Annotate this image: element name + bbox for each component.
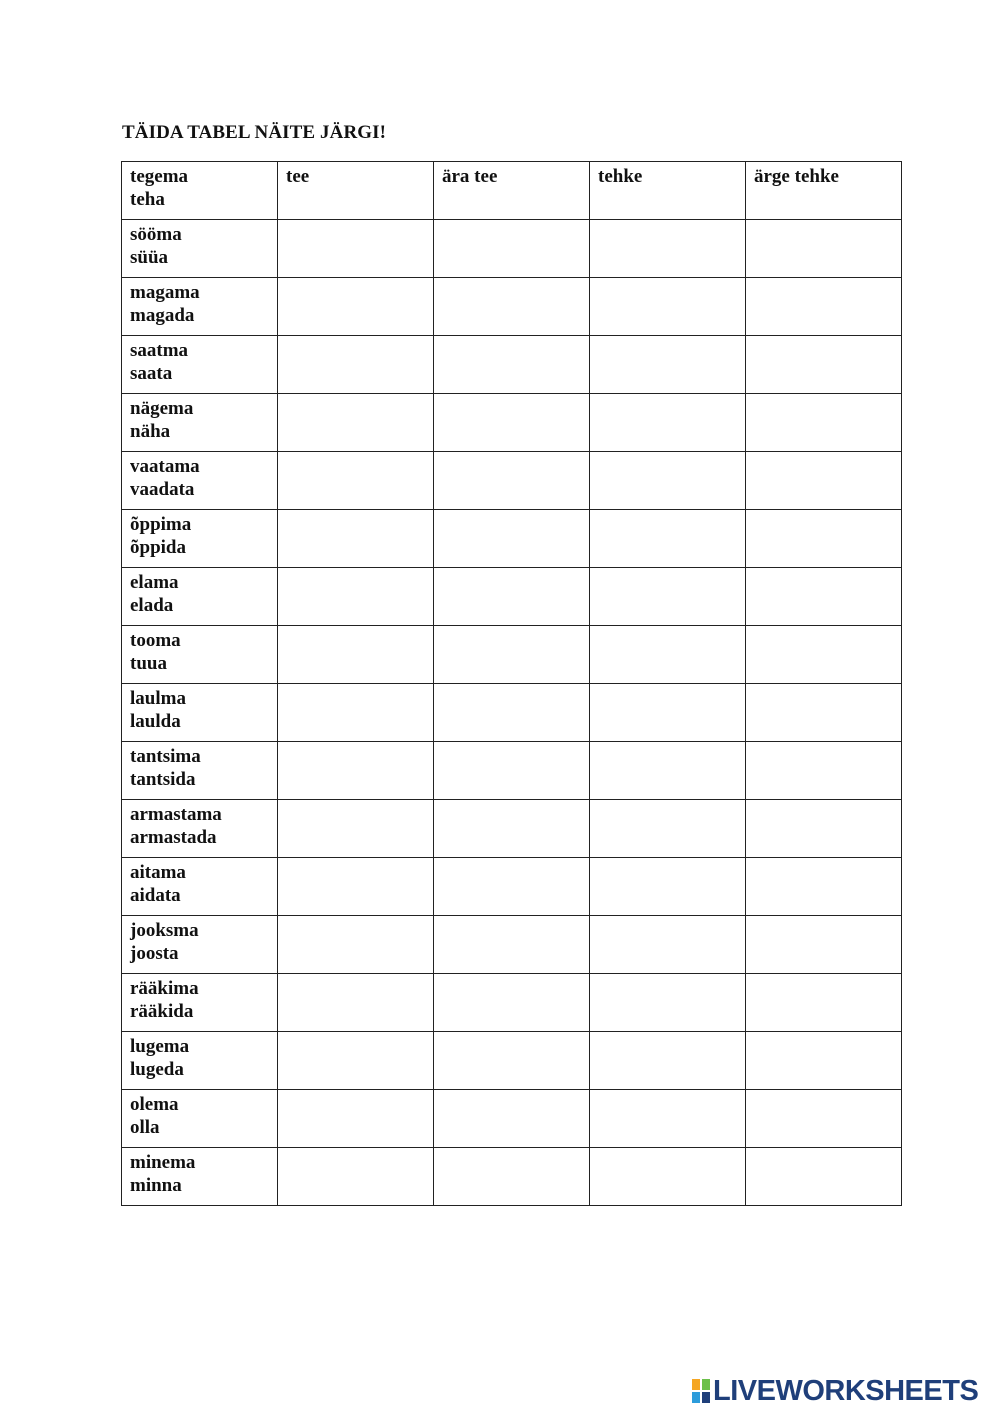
verb-ma-form: tantsima — [130, 746, 201, 767]
verb-row — [122, 800, 902, 858]
answer-cell-arge-tehke[interactable] — [746, 858, 902, 916]
answer-cell-ara-tee[interactable] — [434, 974, 590, 1032]
answer-cell-ara-tee[interactable] — [434, 800, 590, 858]
verb-cell — [122, 1032, 278, 1090]
verb-ma-form: minema — [130, 1152, 196, 1173]
verb-da-form: magada — [130, 305, 195, 326]
answer-cell-ara-tee[interactable] — [434, 684, 590, 742]
answer-cell-tee[interactable] — [278, 858, 434, 916]
verb-da-form: aidata — [130, 885, 181, 906]
verb-row — [122, 452, 902, 510]
answer-cell-arge-tehke[interactable] — [746, 916, 902, 974]
column-header-arge-tehke: ärge tehke — [746, 162, 902, 220]
verb-ma-form: jooksma — [130, 920, 199, 941]
answer-cell-tehke[interactable] — [590, 626, 746, 684]
liveworksheets-logo-icon — [692, 1379, 710, 1403]
verb-ma-form: tegema — [130, 166, 189, 187]
column-header-tee: tee — [278, 162, 434, 220]
verb-ma-form: laulma — [130, 688, 186, 709]
verb-cell — [122, 452, 278, 510]
answer-cell-tee[interactable] — [278, 1090, 434, 1148]
verb-row — [122, 916, 902, 974]
verb-da-form: laulda — [130, 711, 181, 732]
answer-cell-arge-tehke[interactable] — [746, 568, 902, 626]
answer-cell-tee[interactable] — [278, 510, 434, 568]
answer-cell-tee[interactable] — [278, 1148, 434, 1206]
answer-cell-tehke[interactable] — [590, 800, 746, 858]
verb-da-form: rääkida — [130, 1001, 194, 1022]
answer-cell-ara-tee[interactable] — [434, 742, 590, 800]
answer-cell-tehke[interactable] — [590, 510, 746, 568]
verb-ma-form: lugema — [130, 1036, 190, 1057]
verb-da-form: näha — [130, 421, 171, 442]
answer-cell-ara-tee[interactable] — [434, 1090, 590, 1148]
answer-cell-ara-tee[interactable] — [434, 568, 590, 626]
answer-cell-arge-tehke[interactable] — [746, 336, 902, 394]
verb-cell — [122, 742, 278, 800]
answer-cell-arge-tehke[interactable] — [746, 800, 902, 858]
verb-ma-form: rääkima — [130, 978, 199, 999]
verb-cell — [122, 510, 278, 568]
column-header-ara-tee: ära tee — [434, 162, 590, 220]
brand-name: LIVEWORKSHEETS — [713, 1375, 979, 1407]
answer-cell-arge-tehke[interactable] — [746, 1148, 902, 1206]
answer-cell-arge-tehke[interactable] — [746, 974, 902, 1032]
verb-cell — [122, 916, 278, 974]
answer-cell-tee[interactable] — [278, 800, 434, 858]
answer-cell-tehke[interactable] — [590, 974, 746, 1032]
verb-ma-form: armastama — [130, 804, 222, 825]
answer-cell-arge-tehke[interactable] — [746, 742, 902, 800]
answer-cell-ara-tee[interactable] — [434, 858, 590, 916]
verb-cell — [122, 568, 278, 626]
verb-da-form: õppida — [130, 537, 186, 558]
verb-cell — [122, 974, 278, 1032]
answer-cell-tee[interactable] — [278, 568, 434, 626]
verb-ma-form: sööma — [130, 224, 182, 245]
verb-row — [122, 684, 902, 742]
answer-cell-arge-tehke[interactable] — [746, 220, 902, 278]
verb-da-form: tuua — [130, 653, 167, 674]
answer-cell-ara-tee[interactable] — [434, 510, 590, 568]
answer-cell-ara-tee[interactable] — [434, 1032, 590, 1090]
answer-cell-tehke[interactable] — [590, 684, 746, 742]
verb-cell — [122, 684, 278, 742]
answer-cell-ara-tee[interactable] — [434, 626, 590, 684]
verb-row — [122, 220, 902, 278]
verb-cell — [122, 1148, 278, 1206]
answer-cell-tee[interactable] — [278, 278, 434, 336]
answer-cell-tee[interactable] — [278, 742, 434, 800]
verb-da-form: tantsida — [130, 769, 196, 790]
verb-da-form: vaadata — [130, 479, 195, 500]
answer-cell-tee[interactable] — [278, 974, 434, 1032]
answer-cell-arge-tehke[interactable] — [746, 278, 902, 336]
answer-cell-arge-tehke[interactable] — [746, 452, 902, 510]
liveworksheets-brand — [692, 1374, 978, 1408]
example-row — [122, 162, 902, 220]
verb-da-form: teha — [130, 189, 165, 210]
verb-row — [122, 1032, 902, 1090]
answer-cell-arge-tehke[interactable] — [746, 684, 902, 742]
verb-cell — [122, 278, 278, 336]
verb-da-form: olla — [130, 1117, 160, 1138]
verb-da-form: süüa — [130, 247, 169, 268]
verb-row — [122, 1148, 902, 1206]
verb-ma-form: saatma — [130, 340, 189, 361]
answer-cell-tehke[interactable] — [590, 858, 746, 916]
verb-ma-form: elama — [130, 572, 179, 593]
verb-row — [122, 858, 902, 916]
answer-cell-tee[interactable] — [278, 626, 434, 684]
answer-cell-arge-tehke[interactable] — [746, 510, 902, 568]
verb-ma-form: vaatama — [130, 456, 200, 477]
verb-da-form: lugeda — [130, 1059, 184, 1080]
verb-cell — [122, 394, 278, 452]
verb-da-form: minna — [130, 1175, 182, 1196]
answer-cell-tehke[interactable] — [590, 742, 746, 800]
verb-row — [122, 510, 902, 568]
verb-ma-form: tooma — [130, 630, 181, 651]
verb-da-form: elada — [130, 595, 174, 616]
page-title: TÄIDA TABEL NÄITE JÄRGI! — [122, 122, 387, 143]
answer-cell-tee[interactable] — [278, 220, 434, 278]
verb-da-form: armastada — [130, 827, 217, 848]
answer-cell-arge-tehke[interactable] — [746, 394, 902, 452]
answer-cell-ara-tee[interactable] — [434, 336, 590, 394]
verb-cell — [122, 336, 278, 394]
answer-cell-ara-tee[interactable] — [434, 278, 590, 336]
answer-cell-arge-tehke[interactable] — [746, 626, 902, 684]
verb-cell — [122, 1090, 278, 1148]
answer-cell-arge-tehke[interactable] — [746, 1090, 902, 1148]
verb-row — [122, 626, 902, 684]
answer-cell-tee[interactable] — [278, 336, 434, 394]
answer-cell-ara-tee[interactable] — [434, 1148, 590, 1206]
verb-row — [122, 974, 902, 1032]
verb-cell — [122, 626, 278, 684]
answer-cell-tehke[interactable] — [590, 452, 746, 510]
verb-cell — [122, 858, 278, 916]
verb-row — [122, 278, 902, 336]
verb-row — [122, 1090, 902, 1148]
answer-cell-tehke[interactable] — [590, 394, 746, 452]
verb-ma-form: magama — [130, 282, 200, 303]
verb-da-form: saata — [130, 363, 173, 384]
verb-da-form: joosta — [130, 943, 179, 964]
answer-cell-tee[interactable] — [278, 684, 434, 742]
answer-cell-tee[interactable] — [278, 452, 434, 510]
answer-cell-ara-tee[interactable] — [434, 394, 590, 452]
answer-cell-arge-tehke[interactable] — [746, 1032, 902, 1090]
answer-cell-tehke[interactable] — [590, 220, 746, 278]
verb-table — [121, 161, 902, 1206]
example-verb-cell — [122, 162, 278, 220]
verb-ma-form: õppima — [130, 514, 192, 535]
answer-cell-tehke[interactable] — [590, 1032, 746, 1090]
verb-ma-form: aitama — [130, 862, 186, 883]
answer-cell-ara-tee[interactable] — [434, 916, 590, 974]
answer-cell-tee[interactable] — [278, 394, 434, 452]
answer-cell-tee[interactable] — [278, 916, 434, 974]
answer-cell-ara-tee[interactable] — [434, 220, 590, 278]
verb-row — [122, 742, 902, 800]
answer-cell-tehke[interactable] — [590, 1090, 746, 1148]
answer-cell-tehke[interactable] — [590, 278, 746, 336]
verb-row — [122, 568, 902, 626]
answer-cell-ara-tee[interactable] — [434, 452, 590, 510]
verb-cell — [122, 800, 278, 858]
answer-cell-tehke[interactable] — [590, 336, 746, 394]
verb-row — [122, 394, 902, 452]
verb-row — [122, 336, 902, 394]
verb-cell — [122, 220, 278, 278]
answer-cell-tehke[interactable] — [590, 916, 746, 974]
column-header-tehke: tehke — [590, 162, 746, 220]
answer-cell-tee[interactable] — [278, 1032, 434, 1090]
answer-cell-tehke[interactable] — [590, 1148, 746, 1206]
verb-ma-form: olema — [130, 1094, 179, 1115]
answer-cell-tehke[interactable] — [590, 568, 746, 626]
verb-ma-form: nägema — [130, 398, 194, 419]
